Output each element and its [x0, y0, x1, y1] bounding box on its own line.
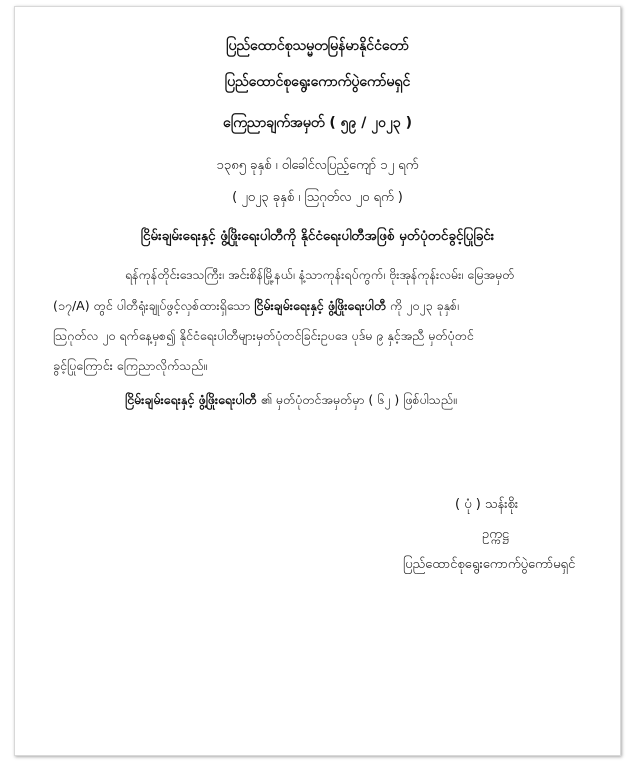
signature-role: ဥက္ကဋ္ဌ [482, 527, 509, 542]
party-name-bold-2: ငြိမ်းချမ်းရေးနှင့် ဖွံ့ဖြိုးရေးပါတီ [125, 392, 257, 407]
gregorian-date: ( ၂၀၂၃ ခုနှစ် ၊ သြဂုတ်လ ၂၀ ရက် ) [232, 190, 403, 205]
party-name-bold: ငြိမ်းချမ်းရေးနှင့် ဖွံ့ဖြိုးရေးပါတီ [254, 298, 386, 313]
header-commission: ပြည်ထောင်စုရွေးကောက်ပွဲကော်မရှင် [224, 74, 411, 90]
paragraph1-line3: သြဂုတ်လ ၂၀ ရက်နေ့မှစ၍ နိုင်ငံရေးပါတီများမှတ်ပုံတင်ခြင်းဥပဒေ ပုဒ်မ ၉ နှင့်အညီ မှတ်ပုံတင် [53, 328, 474, 343]
notice-number: ကြေညာချက်အမှတ် ( ၅၉ / ၂၀၂၃ ) [222, 115, 413, 131]
paragraph2 [125, 391, 457, 409]
paragraph1-line4: ခွင့်ပြုကြောင်း ကြေညာလိုက်သည်။ [53, 358, 208, 373]
paragraph1-line2-a: (၁၇/A) တွင် ပါတီရုံးချုပ်ဖွင့်လှစ်ထားရှိသော [53, 298, 251, 313]
paragraph1-line1: ရန်ကုန်တိုင်းဒေသကြီး၊ အင်းစိန်မြို့နယ်၊ နံ့သာကုန်းရပ်ကွက်၊ ဗိုးအုန်ကုန်းလမ်း၊ မြေအမှတ် [125, 267, 515, 282]
signature-org: ပြည်ထောင်စုရွေးကောက်ပွဲကော်မရှင် [403, 557, 576, 572]
myanmar-date: ၁၃၈၅ ခုနှစ် ၊ ဝါခေါင်လပြည့်ကျော် ၁၂ ရက် [216, 158, 419, 173]
paragraph1-line2-b: ကို ၂၀၂၃ ခုနှစ်၊ [389, 298, 460, 313]
header-country: ပြည်ထောင်စုသမ္မတမြန်မာနိုင်ငံတော် [226, 38, 409, 54]
notice-subject: ငြိမ်းချမ်းရေးနှင့် ဖွံ့ဖြိုးရေးပါတီကို နိုင်ငံရေးပါတီအဖြစ် မှတ်ပုံတင်ခွင့်ပြုခြင်း [140, 228, 495, 244]
paragraph1-line2 [53, 297, 459, 315]
document-page [14, 6, 621, 756]
signature-name: ( ပုံ ) သန်းစိုး [455, 497, 519, 512]
paragraph2-rest: ၏ မှတ်ပုံတင်အမှတ်မှာ ( ၆၂ ) ဖြစ်ပါသည်။ [260, 392, 457, 407]
